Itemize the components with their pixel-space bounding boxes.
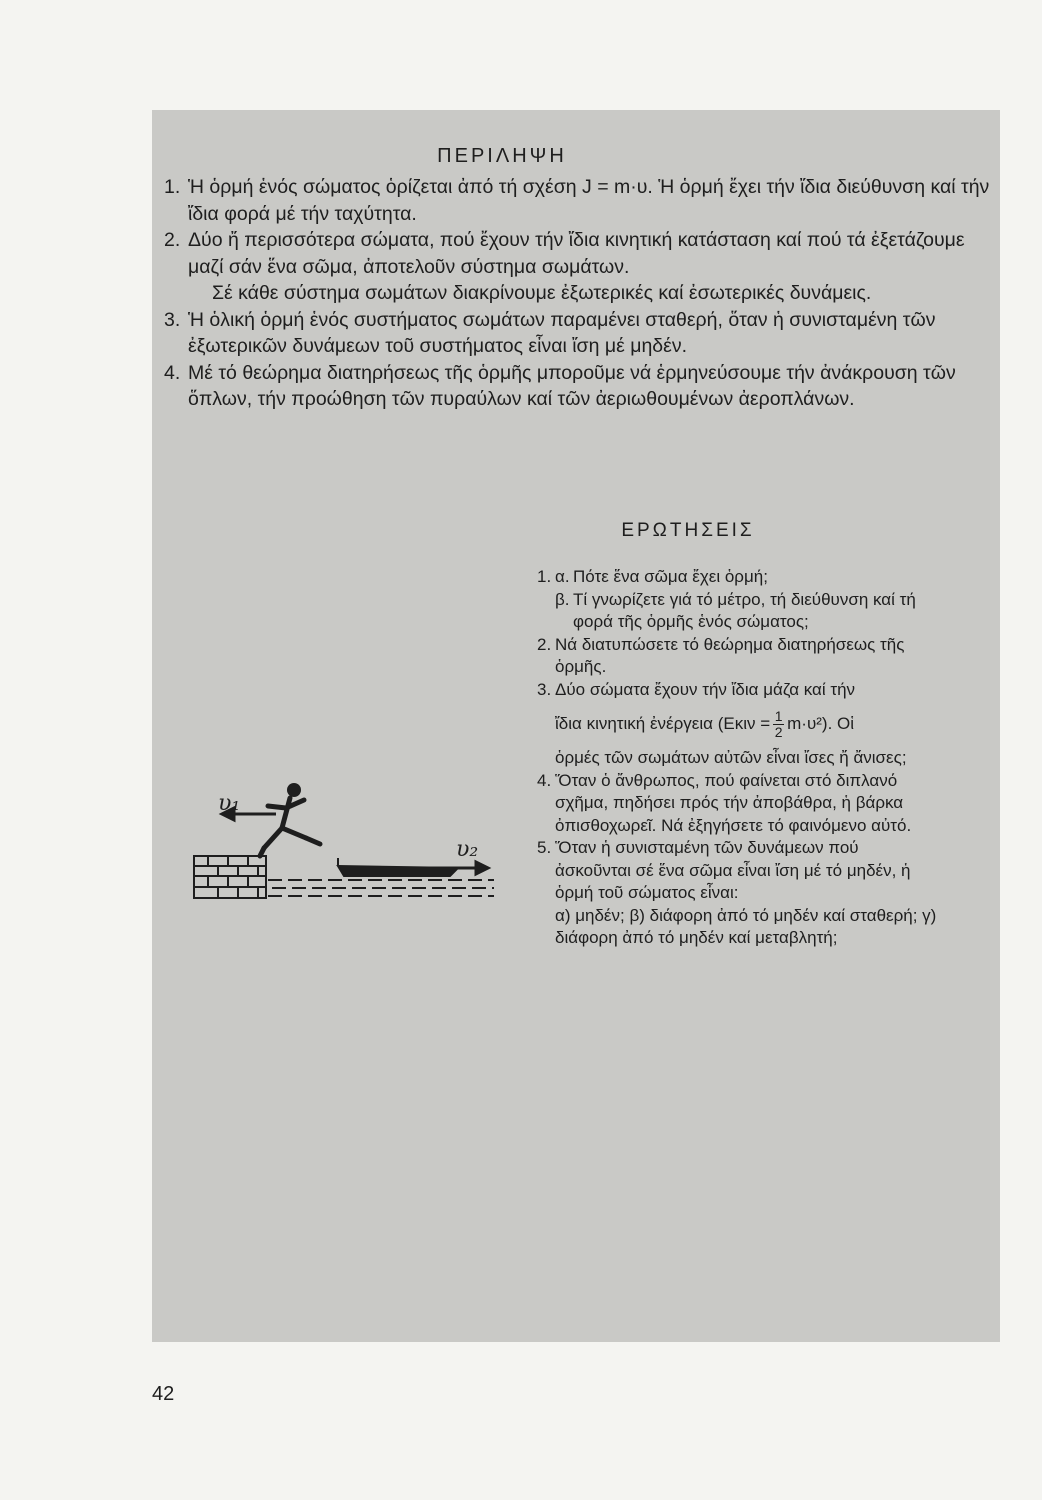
- fraction-numerator: 1: [774, 707, 783, 724]
- question-5: [537, 837, 937, 950]
- summary-item-text: Ἡ ὁρμή ἑνός σώματος ὁρίζεται ἀπό τή σχέση J = m·υ. Ἡ ὁρμή ἔχει τήν ἴδια διεύθυνση καί τήν ἴδια φορά μέ τήν ταχύτητα.: [188, 176, 990, 225]
- question-1: [537, 566, 937, 634]
- question-number: 2.: [537, 634, 552, 654]
- summary-item-number: 2.: [164, 229, 181, 251]
- summary-item-2: [164, 227, 994, 307]
- summary-item-text: Μέ τό θεώρημα διατηρήσεως τῆς ὁρμῆς μποροῦμε νά ἑρμηνεύσουμε τήν ἀνάκρουση τῶν ὅπλων, τήν προώθηση τῶν πυραύλων καί τῶν ἀεριωθουμένων ἀεροπλάνων.: [188, 361, 956, 410]
- question-part-text: Τί γνωρίζετε γιά τό μέτρο, τή διεύθυνση καί τή φορά τῆς ὁρμῆς ἑνός σώματος;: [573, 589, 916, 631]
- dock-icon: [194, 856, 266, 898]
- jumping-man-boat-figure: [188, 770, 498, 900]
- question-part-text: Πότε ἕνα σῶμα ἔχει ὁρμή;: [573, 567, 768, 586]
- question-number: 3.: [537, 679, 552, 699]
- question-text: Ὅταν ἡ συνισταμένη τῶν δυνάμεων πού ἀσκοῦνται σέ ἕνα σῶμα εἶναι ἴση μέ τό μηδέν, ἡ ὁρμή τοῦ σώματος εἶναι:: [555, 838, 911, 902]
- question-4: [537, 770, 937, 838]
- summary-item-4: [164, 360, 994, 413]
- question-text-continued: ὁρμές τῶν σωμάτων αὐτῶν εἶναι ἴσες ἤ ἄνισες;: [555, 748, 907, 767]
- summary-item-subtext: Σέ κάθε σύστημα σωμάτων διακρίνουμε ἐξωτερικές καί ἐσωτερικές δυνάμεις.: [212, 282, 872, 304]
- question-text: Δύο σώματα ἔχουν τήν ἴδια μάζα καί τήν: [555, 679, 856, 699]
- summary-item-1: [164, 174, 994, 227]
- question-number: 5.: [537, 838, 552, 857]
- question-part-label: α.: [555, 567, 570, 586]
- question-3: [537, 679, 937, 770]
- summary-item-number: 4.: [164, 361, 181, 384]
- summary-item-text: Ἡ ὁλική ὁρμή ἑνός συστήματος σωμάτων παραμένει σταθερή, ὅταν ἡ συνισταμένη τῶν ἐξωτερικῶν δυνάμεων τοῦ συστήματος εἶναι ἴση μέ μηδέν.: [188, 308, 936, 357]
- question-text: Ὅταν ὁ ἄνθρωπος, πού φαίνεται στό διπλανό σχῆμα, πηδήσει πρός τήν ἀποβάθρα, ἡ βάρκα ὀπισθοχωρεῖ. Νά ἐξηγήσετε τό φαινόμενο αὐτό.: [555, 770, 912, 835]
- question-2: [537, 634, 937, 679]
- question-number: 1.: [537, 567, 552, 586]
- formula-suffix: m·υ²). Οἱ: [787, 713, 855, 733]
- one-half-fraction: [773, 709, 784, 740]
- question-options: α) μηδέν; β) διάφορη ἀπό τό μηδέν καί σταθερή; γ) διάφορη ἀπό τό μηδέν καί μεταβλητή;: [555, 905, 937, 947]
- label-v1: υ₁: [218, 791, 241, 816]
- summary-item-text: Δύο ἤ περισσότερα σώματα, πού ἔχουν τήν ἴδια κινητική κατάσταση καί πού τά ἐξετάζουμε μαζί σάν ἕνα σῶμα, ἀποτελοῦν σύστημα σωμάτων.: [188, 229, 965, 278]
- question-1b: [555, 589, 937, 634]
- page-number: 42: [152, 1383, 175, 1405]
- summary-item-number: 1.: [164, 176, 181, 198]
- question-text: Νά διατυπώσετε τό θεώρημα διατηρήσεως τῆς ὁρμῆς.: [555, 634, 905, 676]
- summary-item-3: [164, 307, 994, 360]
- summary-list: [164, 174, 994, 413]
- jumping-man-icon: [260, 783, 320, 856]
- kinetic-energy-formula: [555, 701, 937, 747]
- label-v2: υ₂: [456, 837, 479, 862]
- question-part-label: β.: [555, 589, 570, 609]
- water-icon: [268, 880, 494, 896]
- summary-title: ΠΕΡΙΛΗΨΗ: [437, 145, 567, 167]
- questions-list: [537, 566, 937, 950]
- question-number: 4.: [537, 770, 552, 790]
- formula-prefix: ἴδια κινητική ἐνέργεια (Eκιν =: [555, 713, 771, 733]
- questions-title: ΕΡΩΤΗΣΕΙΣ: [621, 520, 755, 541]
- fraction-denominator: 2: [774, 723, 783, 740]
- summary-item-number: 3.: [164, 308, 181, 331]
- question-1a: [555, 566, 937, 589]
